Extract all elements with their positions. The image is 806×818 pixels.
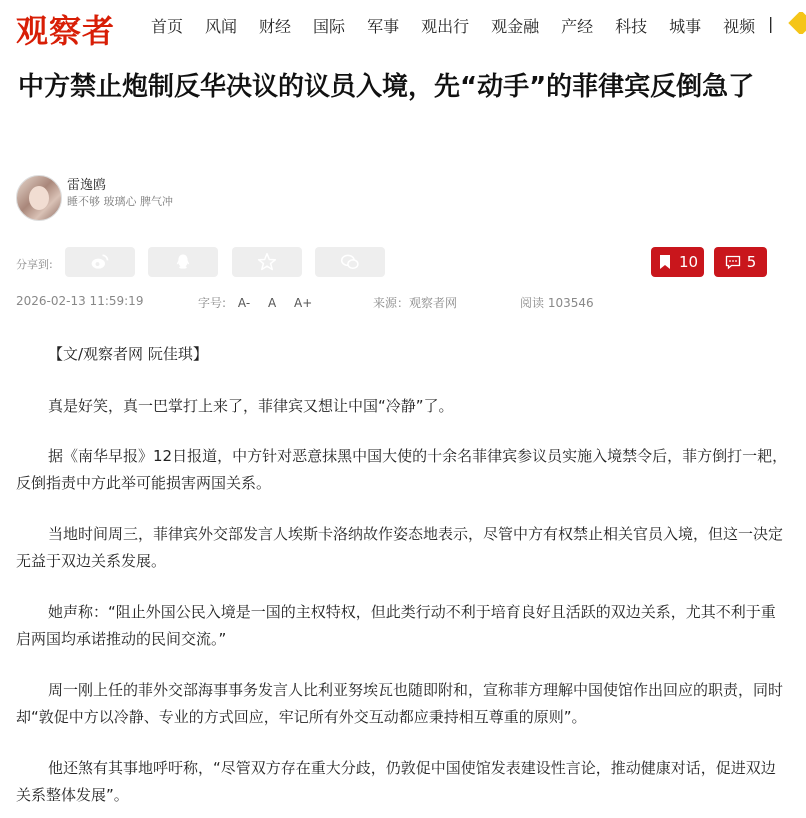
share-wechat-button[interactable] [315, 247, 385, 277]
article-title: 中方禁止炮制反华决议的议员入境，先“动手”的菲律宾反倒急了 [18, 72, 755, 102]
font-size-normal[interactable]: A [267, 296, 277, 310]
nav-item-international[interactable]: 国际 [313, 17, 346, 36]
view-count: 阅读 103546 [520, 296, 594, 310]
nav-item-travel[interactable]: 观出行 [421, 17, 470, 36]
nav-separator: | [768, 14, 774, 33]
top-navigation-bar [0, 0, 806, 52]
font-size-label: 字号: [198, 296, 227, 310]
comment-button[interactable] [714, 247, 767, 277]
comment-count: 5 [746, 253, 757, 271]
article-paragraph: 【文/观察者网 阮佳琪】 [48, 345, 208, 363]
bookmark-count: 10 [678, 253, 699, 271]
qq-icon [173, 252, 193, 272]
wechat-icon [340, 252, 360, 272]
article-paragraph: 周一刚上任的菲外交部海事事务发言人比利亚努埃瓦也随即附和，宣称菲方理解中国使馆作出回应的职责，同时却“敦促中方以冷静、专业的方式回应，牢记所有外交互动都应秉持相互尊重的原则”。 [16, 681, 784, 726]
article-paragraph: 真是好笑，真一巴掌打上来了，菲律宾又想让中国“冷静”了。 [48, 397, 454, 415]
nav-item-industry[interactable]: 产经 [561, 17, 594, 36]
share-qzone-button[interactable] [232, 247, 302, 277]
share-label: 分享到: [16, 258, 53, 271]
author-description: 睡不够 玻璃心 脾气冲 [67, 195, 173, 208]
bookmark-button[interactable] [651, 247, 704, 277]
nav-item-video[interactable]: 视频 [723, 17, 756, 36]
article-paragraph: 他还煞有其事地呼吁称，“尽管双方存在重大分歧，仍敦促中国使馆发表建设性言论，推动健康对话，促进双边关系整体发展”。 [16, 759, 776, 804]
author-name[interactable]: 雷逸鸥 [67, 178, 107, 193]
nav-item-finance[interactable]: 财经 [259, 17, 292, 36]
nav-item-city[interactable]: 城事 [669, 17, 702, 36]
author-avatar[interactable] [16, 175, 62, 221]
article-paragraph: 她声称：“阻止外国公民入境是一国的主权特权，但此类行动不利于培育良好且活跃的双边关系，尤其不利于重启两国均承诺推动的民间交流。” [16, 603, 776, 648]
nav-item-home[interactable]: 首页 [151, 17, 184, 36]
comment-icon [725, 254, 741, 270]
share-weibo-button[interactable] [65, 247, 135, 277]
nav-item-fengwen[interactable]: 风闻 [205, 17, 238, 36]
main-nav [151, 14, 777, 37]
site-logo[interactable]: 观察者 [16, 12, 116, 50]
font-size-decrease[interactable]: A- [237, 296, 251, 310]
font-size-increase[interactable]: A+ [294, 296, 313, 310]
nav-item-tech[interactable]: 科技 [615, 17, 648, 36]
article-paragraph: 据《南华早报》12日报道，中方针对恶意抹黑中国大使的十余名菲律宾参议员实施入境禁令后，菲方倒打一耙，反倒指责中方此举可能损害两国关系。 [16, 447, 788, 492]
weibo-icon [90, 252, 110, 272]
vip-diamond-icon[interactable] [788, 12, 806, 34]
article-source: 来源：观察者网 [373, 296, 458, 310]
nav-item-military[interactable]: 军事 [367, 17, 400, 36]
nav-item-jinrong[interactable]: 观金融 [491, 17, 540, 36]
bookmark-icon [657, 254, 673, 270]
article-paragraph: 当地时间周三，菲律宾外交部发言人埃斯卡洛纳故作姿态地表示，尽管中方有权禁止相关官员入境，但这一决定无益于双边关系发展。 [16, 525, 784, 570]
share-qq-button[interactable] [148, 247, 218, 277]
qzone-icon [257, 252, 277, 272]
publish-datetime: 2026-02-13 11:59:19 [16, 294, 144, 308]
font-size-control [198, 294, 312, 311]
